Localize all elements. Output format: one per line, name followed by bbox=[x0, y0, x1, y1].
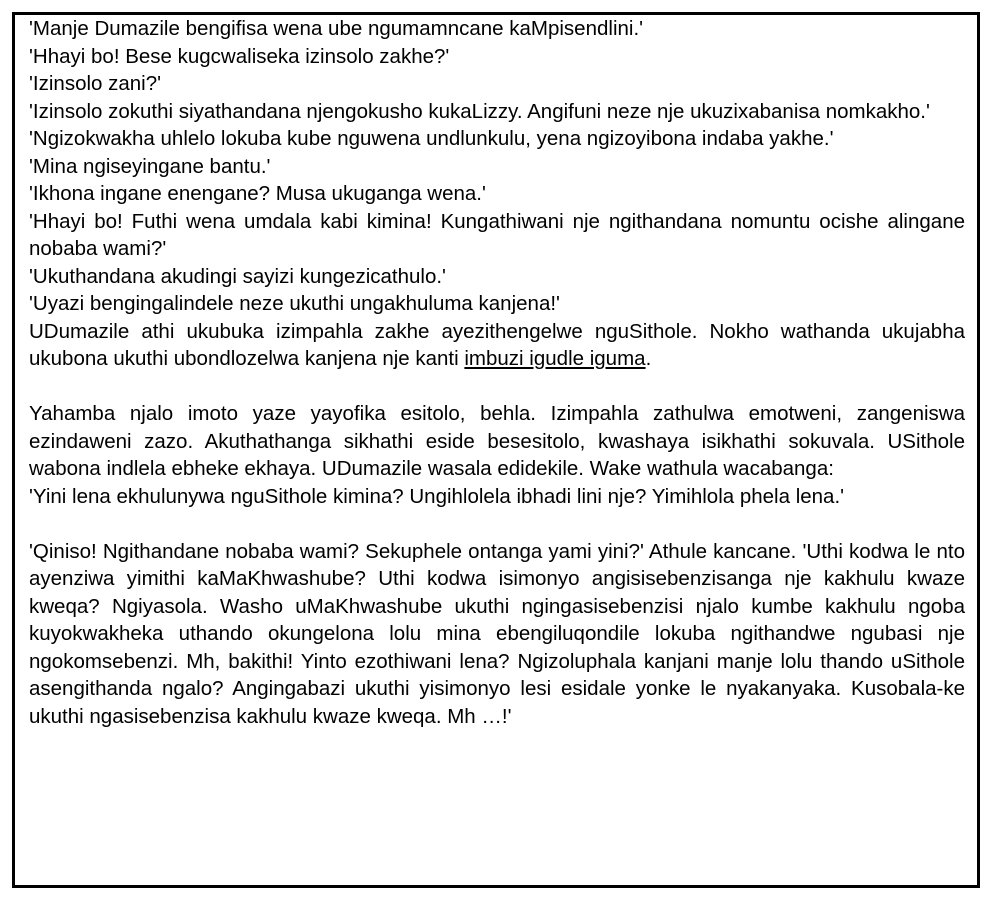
dialogue-line-9: 'Ukuthandana akudingi sayizi kungezicathulo.' bbox=[29, 264, 446, 288]
paragraph-gap bbox=[29, 373, 965, 401]
dialogue-line-1: 'Manje Dumazile bengifisa wena ube ngumamncane kaMpisendlini.' bbox=[29, 17, 644, 40]
paragraph-gap bbox=[29, 510, 965, 538]
text-frame bbox=[12, 12, 980, 888]
narration-paragraph-2: Yahamba njalo imoto yaze yayofika esitolo, behla. Izimpahla zathulwa emotweni, zangeniswa ezindaweni zazo. Akuthathanga sikhathi eside besesitolo, kwashaya isikhathi sokuvala. USithole wabona indlela ebheke ekhaya. UDumazile wasala edidekile. Wake wathula wacabanga: bbox=[29, 402, 965, 480]
dialogue-line-3: 'Izinsolo zani?' bbox=[29, 72, 162, 95]
monologue-paragraph: 'Qiniso! Ngithandane nobaba wami? Sekuphele ontanga yami yini?' Athule kancane. 'Uthi kodwa le nto ayenziwa yimithi kaMaKhwashube? Uthi kodwa isimonyo angisisebenzisanga nje kakhulu kwaze kweqa? Ngiyasola. Washo uMaKhwashube ukuthi ngingasisebenzisi njalo kumbe kakhulu ngoba kuyokwakheka uthando okungelona lolu mina ebengiluqondile lokuba ngithandwe ngubasi nje ngokomsebenzi. Mh, bakithi! Yinto ezothiwani lena? Ngizoluphala kanjani manje lolu thando uSithole asengithanda ngalo? Angingabazi ukuthi yisimonyo lesi esidale yonke le nyakanyaka. Kusobala-ke ukuthi ngasisebenzisa kakhulu kwaze kweqa. Mh …!' bbox=[29, 539, 965, 728]
dialogue-line-7: 'Ikhona ingane enengane? Musa ukuganga wena.' bbox=[29, 182, 486, 205]
narration-paragraph bbox=[29, 318, 965, 373]
dialogue-line-8: 'Hhayi bo! Futhi wena umdala kabi kimina! Kungathiwani nje ngithandana nomuntu ocishe alingane nobaba wami?' bbox=[29, 209, 965, 260]
dialogue-line-2: 'Hhayi bo! Bese kugcwaliseka izinsolo zakhe?' bbox=[29, 44, 450, 68]
narration-text: UDumazile athi ukubuka izimpahla zakhe ayezithengelwe nguSithole. Nokho wathanda ukujabha ukubona ukuthi ubondlozelwa kanjena nje kanti bbox=[29, 319, 965, 370]
dialogue-line-10: 'Uyazi bengingalindele neze ukuthi ungakhuluma kanjena!' bbox=[29, 292, 560, 315]
thought-line: 'Yini lena ekhulunywa nguSithole kimina? Ungihlolela ibhadi lini nje? Yimihlola phela lena.' bbox=[29, 484, 845, 508]
dialogue-line-6: 'Mina ngiseyingane bantu.' bbox=[29, 154, 271, 178]
dialogue-line-4: 'Izinsolo zokuthi siyathandana njengokusho kukaLizzy. Angifuni neze nje ukuzixabanisa nomkakho.' bbox=[29, 99, 930, 123]
underlined-idiom: imbuzi igudle iguma bbox=[464, 347, 646, 370]
dialogue-line-5: 'Ngizokwakha uhlelo lokuba kube nguwena undlunkulu, yena ngizoyibona indaba yakhe.' bbox=[29, 127, 834, 150]
narration-end: . bbox=[645, 347, 652, 370]
